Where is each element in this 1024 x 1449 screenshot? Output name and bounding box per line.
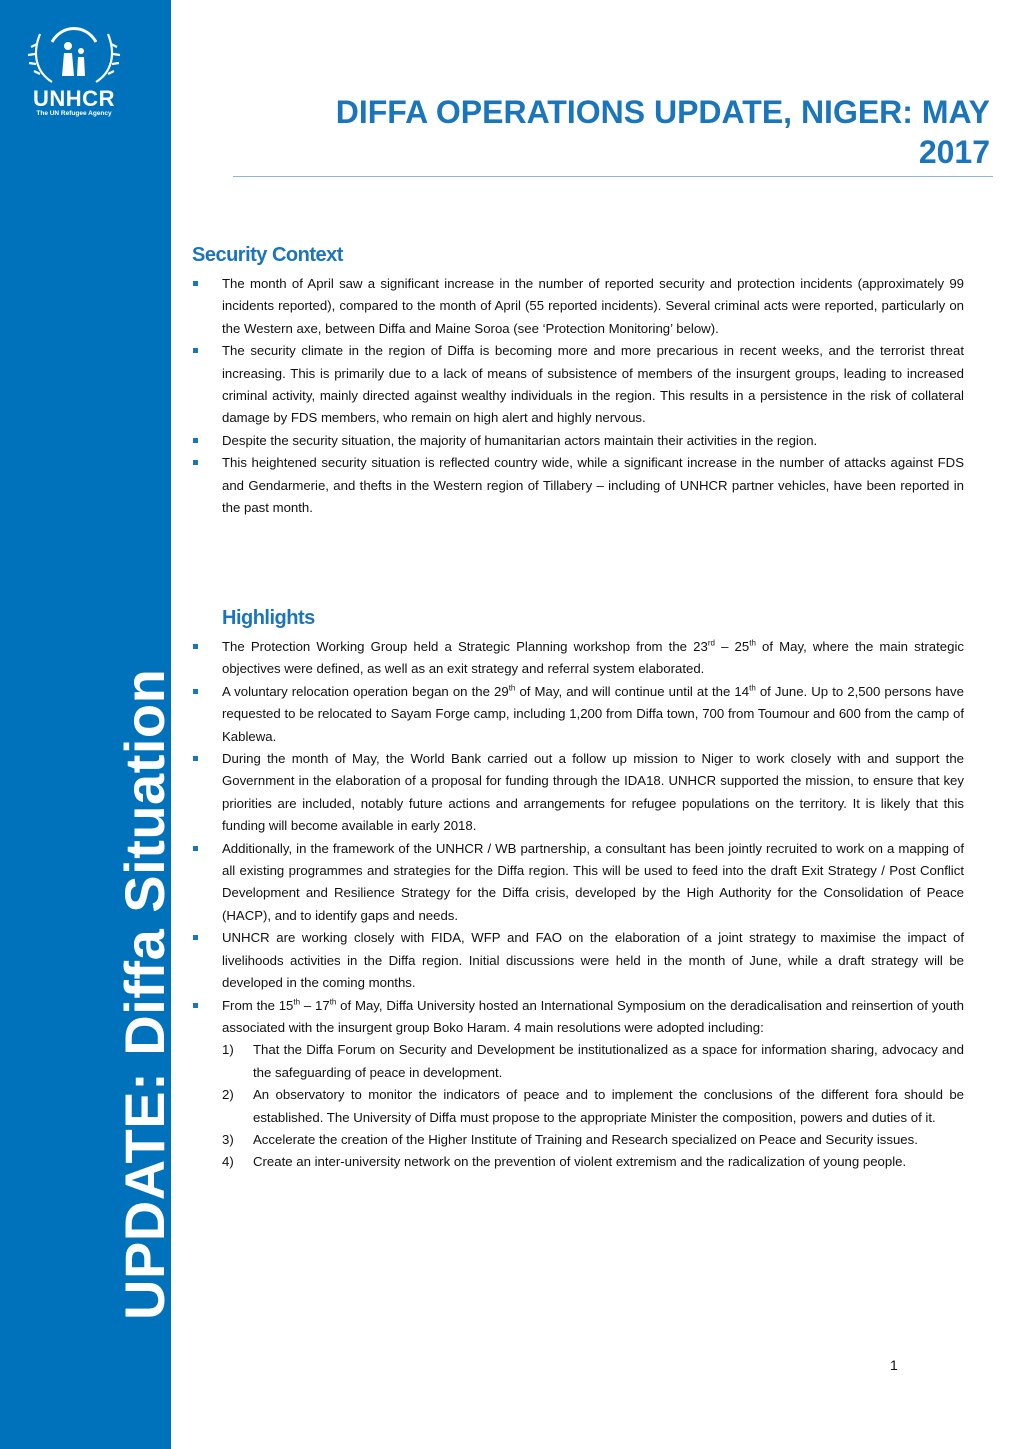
ordinal-suffix: th	[749, 638, 756, 648]
list-item-text: From the 15	[222, 997, 294, 1013]
list-item	[192, 430, 964, 452]
bullet-square-icon	[193, 460, 198, 465]
bullet-square-icon	[193, 644, 198, 649]
bullet-square-icon	[193, 846, 198, 851]
page-number: 1	[890, 1357, 898, 1373]
list-item-text: of May, and will continue until at the 14	[515, 683, 750, 699]
bullet-square-icon	[193, 348, 198, 353]
resolution-item	[222, 1129, 964, 1151]
ordinal-suffix: th	[749, 683, 756, 693]
list-item-text: The month of April saw a significant increase in the number of reported security and protection incidents (approximately 99 incidents reported), compared to the month of April (55 reported incidents). Several criminal acts were reported, particularly on the Western axe, between Diffa and Maine Soroa (see ‘Protection Monitoring’ below).	[222, 276, 964, 336]
ordinal-suffix: th	[293, 997, 301, 1007]
list-item	[192, 995, 964, 1174]
list-item-text: UNHCR are working closely with FIDA, WFP and FAO on the elaboration of a joint strategy to maximise the impact of livelihoods activities in the Diffa region. Initial discussions were held in the month of June, while a draft strategy will be developed in the coming months.	[222, 930, 964, 991]
list-item	[192, 748, 964, 838]
list-item	[192, 452, 964, 519]
list-item-text: The security climate in the region of Diffa is becoming more and more precarious in recent weeks, and the terrorist threat increasing. This is primarily due to a lack of means of subsistence of members of the insurgent groups, leading to increased criminal activity, mainly directed against wealthy individuals in the region. This results in a persistence in the risk of collateral damage by FDS members, who remain on high alert and highly nervous.	[222, 343, 964, 426]
list-item	[192, 681, 964, 748]
list-item-text: of May, Diffa University hosted an International Symposium on the deradicalisation and reinsertion of youth associated with the insurgent group Boko Haram. 4 main resolutions were adopted including:	[222, 997, 964, 1035]
security-context-heading: Security Context	[192, 244, 343, 266]
resolution-text: That the Diffa Forum on Security and Development be institutionalized as a space for information sharing, advocacy and the safeguarding of peace in development.	[253, 1042, 964, 1080]
list-item-text: of June. Up to 2,500 persons have requested to be relocated to Sayam Forge camp, including 1,200 from Diffa town, 700 from Toumour and 600 from the camp of Kablewa.	[222, 683, 964, 744]
page-title-line-2: 2017	[918, 134, 990, 170]
resolution-item	[222, 1151, 964, 1173]
resolution-item	[222, 1039, 964, 1084]
highlights-heading: Highlights	[222, 607, 315, 629]
bullet-square-icon	[193, 438, 198, 443]
bullet-square-icon	[193, 1003, 198, 1008]
resolution-text: An observatory to monitor the indicators of peace and to implement the conclusions of the different fora should be established. The University of Diffa must propose to the appropriate Minister the composition, powers and duties of it.	[253, 1087, 964, 1125]
ordinal-suffix: rd	[707, 638, 715, 648]
page-title-line-1: DIFFA OPERATIONS UPDATE, NIGER: MAY	[335, 94, 990, 130]
page-title	[250, 92, 990, 172]
unhcr-emblem-icon	[22, 20, 126, 86]
list-item-text: The Protection Working Group held a Strategic Planning workshop from the 23	[222, 639, 708, 654]
bullet-square-icon	[193, 935, 198, 940]
list-item-text: of May, where the main strategic objectives were defined, as well as an exit strategy and referral system elaborated.	[222, 639, 964, 677]
sidebar-band	[0, 0, 176, 1449]
list-item	[192, 927, 964, 994]
resolutions-list	[222, 1039, 964, 1173]
logo-wordmark: UNHCR	[33, 86, 115, 111]
list-item-text: Despite the security situation, the majority of humanitarian actors maintain their activities in the region.	[222, 432, 818, 448]
ordinal-suffix: th	[508, 683, 516, 693]
resolution-text: Accelerate the creation of the Higher Institute of Training and Research specialized on Peace and Security issues.	[253, 1131, 918, 1147]
list-item-text: A voluntary relocation operation began on the 29	[222, 683, 509, 699]
resolution-number: 3)	[222, 1131, 234, 1147]
resolution-text: Create an inter-university network on the prevention of violent extremism and the radicalization of young people.	[253, 1154, 907, 1170]
list-item-text: – 25	[714, 639, 750, 654]
resolution-item	[222, 1084, 964, 1129]
resolution-number: 1)	[222, 1042, 234, 1058]
list-item-text: This heightened security situation is reflected country wide, while a significant increase in the number of attacks against FDS and Gendarmerie, and thefts in the Western region of Tillabery – including of UNHCR partner vehicles, have been reported in the past month.	[222, 455, 964, 516]
list-item	[192, 273, 964, 340]
list-item	[192, 340, 964, 430]
ordinal-suffix: th	[329, 997, 337, 1007]
logo-tagline: The UN Refugee Agency	[36, 110, 112, 117]
title-divider	[233, 176, 993, 177]
list-item-text: During the month of May, the World Bank carried out a follow up mission to Niger to work closely with and support the Government in the elaboration of a proposal for funding through the IDA18. UNHCR supported the mission, to ensure that key priorities are included, notably future actions and arrangements for refugee populations on the territory. It is likely that this funding will become available in early 2018.	[222, 751, 964, 834]
bullet-square-icon	[193, 281, 198, 286]
unhcr-logo	[22, 20, 126, 120]
list-item	[192, 636, 964, 681]
vertical-update-title: UPDATE: Diffa Situation	[113, 668, 176, 1320]
list-item	[192, 838, 964, 928]
list-item-text: Additionally, in the framework of the UNHCR / WB partnership, a consultant has been jointly recruited to work on a mapping of all existing programmes and strategies for the Diffa region. This will be used to feed into the draft Exit Strategy / Post Conflict Development and Resilience Strategy for the Diffa crisis, developed by the High Authority for the Consolidation of Peace (HACP), and to identify gaps and needs.	[222, 840, 964, 923]
highlights-list	[192, 636, 964, 1174]
resolution-number: 4)	[222, 1154, 234, 1170]
list-item-text: – 17	[300, 997, 330, 1013]
bullet-square-icon	[193, 689, 198, 694]
bullet-square-icon	[193, 756, 198, 761]
security-context-list	[192, 273, 964, 519]
resolution-number: 2)	[222, 1087, 234, 1103]
